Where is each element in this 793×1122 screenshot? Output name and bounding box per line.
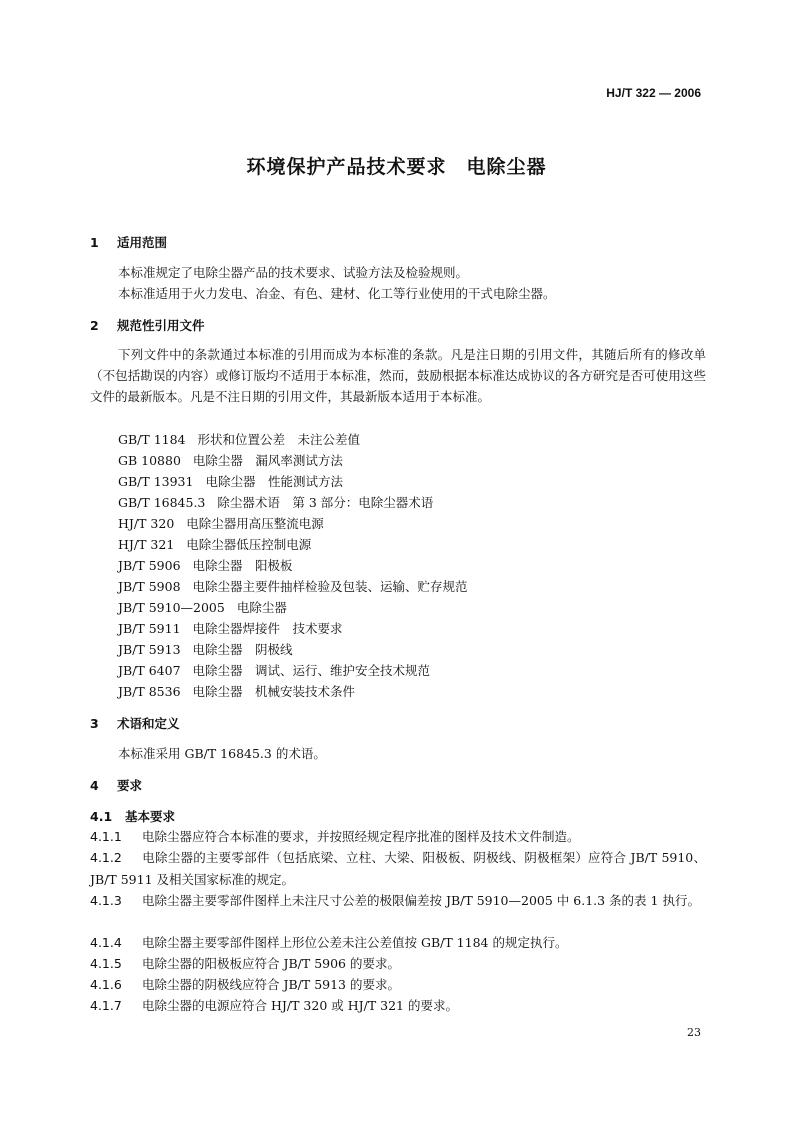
paragraph: 本标准适用于火力发电、冶金、有色、建材、化工等行业使用的干式电除尘器。 [118,286,556,301]
section-title: 适用范围 [117,235,168,250]
reference-code: HJ/T 320 [118,516,175,531]
section-2-heading [90,316,205,334]
section-title: 术语和定义 [117,716,180,731]
section-number: 1 [90,235,99,250]
clause-text: 电除尘器的阳极板应符合 JB/T 5906 的要求。 [142,956,400,971]
section-3-heading [90,714,180,732]
clause-text: 电除尘器应符合本标准的要求，并按照经规定程序批准的图样及技术文件制造。 [142,829,580,844]
reference-title: 电除尘器用高压整流电源 [186,516,324,531]
clause [90,995,706,1017]
reference-code: JB/T 8536 [118,684,181,699]
clause-number: 4.1.6 [90,977,122,992]
reference-title: 电除尘器焊接件 技术要求 [192,621,343,636]
page-number: 23 [687,1026,701,1039]
clause [90,953,706,975]
section-title: 规范性引用文件 [117,318,205,333]
reference-item [118,598,287,616]
clause-number: 4.1.4 [90,935,122,950]
reference-title: 电除尘器 调试、运行、维护安全技术规范 [192,663,431,678]
reference-code: GB/T 13931 [118,474,194,489]
subsection-number: 4.1 [90,809,113,824]
reference-title: 电除尘器 性能测试方法 [205,474,343,489]
reference-item [118,619,343,637]
reference-title: 电除尘器 漏风率测试方法 [192,453,343,468]
clause-number: 4.1.1 [90,829,122,844]
clause-number: 4.1.7 [90,998,122,1013]
section-4-heading [90,776,142,794]
subsection-title: 基本要求 [125,809,176,824]
section-number: 2 [90,318,99,333]
reference-title: 除尘器术语 第 3 部分：电除尘器术语 [217,495,434,510]
paragraph: 本标准规定了电除尘器产品的技术要求、试验方法及检验规则。 [118,265,469,280]
section-number: 3 [90,716,99,731]
reference-code: JB/T 5910—2005 [118,600,225,615]
section-1-heading [90,233,167,251]
paragraph: 本标准采用 GB/T 16845.3 的术语。 [118,746,326,761]
reference-title: 电除尘器低压控制电源 [186,537,312,552]
clause [90,974,706,996]
clause-text: 电除尘器主要零部件图样上形位公差未注公差值按 GB/T 1184 的规定执行。 [142,935,568,950]
reference-code: HJ/T 321 [118,537,175,552]
clause-text: 电除尘器的主要零部件（包括底梁、立柱、大梁、阳极板、阴极线、阴极框架）应符合 JB/T 5910、JB/T 5911 及相关国家标准的规定。 [90,850,706,887]
clause [90,932,706,954]
reference-code: JB/T 6407 [118,663,181,678]
standard-number: HJ/T 322 — 2006 [606,86,701,100]
reference-item [118,535,311,553]
reference-item [118,640,293,658]
reference-title: 电除尘器 阳极板 [192,558,293,573]
reference-item [118,682,355,700]
reference-item [118,556,293,574]
clause-number: 4.1.2 [90,850,122,865]
reference-code: GB/T 16845.3 [118,495,206,510]
reference-item [118,430,360,448]
reference-item [118,577,468,595]
clause-text: 电除尘器的阴极线应符合 JB/T 5913 的要求。 [142,977,400,992]
section-title: 要求 [117,778,143,793]
reference-code: JB/T 5911 [118,621,181,636]
reference-item [118,451,343,469]
clause-text: 电除尘器主要零部件图样上未注尺寸公差的极限偏差按 JB/T 5910—2005 中 6.1.3 条的表 1 执行。 [142,893,700,908]
reference-title: 电除尘器主要件抽样检验及包装、运输、贮存规范 [192,579,468,594]
reference-code: JB/T 5906 [118,558,181,573]
reference-title: 电除尘器 [236,600,287,615]
reference-item [118,472,343,490]
clause-number: 4.1.5 [90,956,122,971]
clause [90,847,706,890]
section-number: 4 [90,778,99,793]
subsection-heading [90,807,175,825]
intro-paragraph: 下列文件中的条款通过本标准的引用而成为本标准的条款。凡是注日期的引用文件，其随后所有的修改单（不包括勘误的内容）或修订版均不适用于本标准，然而，鼓励根据本标准达成协议的各方研究是否可使用这些文件的最新版本。凡是不注日期的引用文件，其最新版本适用于本标准。 [90,347,706,404]
reference-item [118,661,430,679]
clause [90,890,706,912]
reference-title: 电除尘器 阴极线 [192,642,293,657]
reference-item [118,514,324,532]
document-title: 环境保护产品技术要求 电除尘器 [246,156,547,178]
reference-title: 电除尘器 机械安装技术条件 [192,684,356,699]
reference-item [118,493,433,511]
clause-number: 4.1.3 [90,893,122,908]
reference-code: GB 10880 [118,453,181,468]
reference-code: JB/T 5913 [118,642,181,657]
reference-code: JB/T 5908 [118,579,181,594]
clause [90,826,706,848]
reference-code: GB/T 1184 [118,432,186,447]
reference-title: 形状和位置公差 未注公差值 [197,432,361,447]
clause-text: 电除尘器的电源应符合 HJ/T 320 或 HJ/T 321 的要求。 [142,998,458,1013]
